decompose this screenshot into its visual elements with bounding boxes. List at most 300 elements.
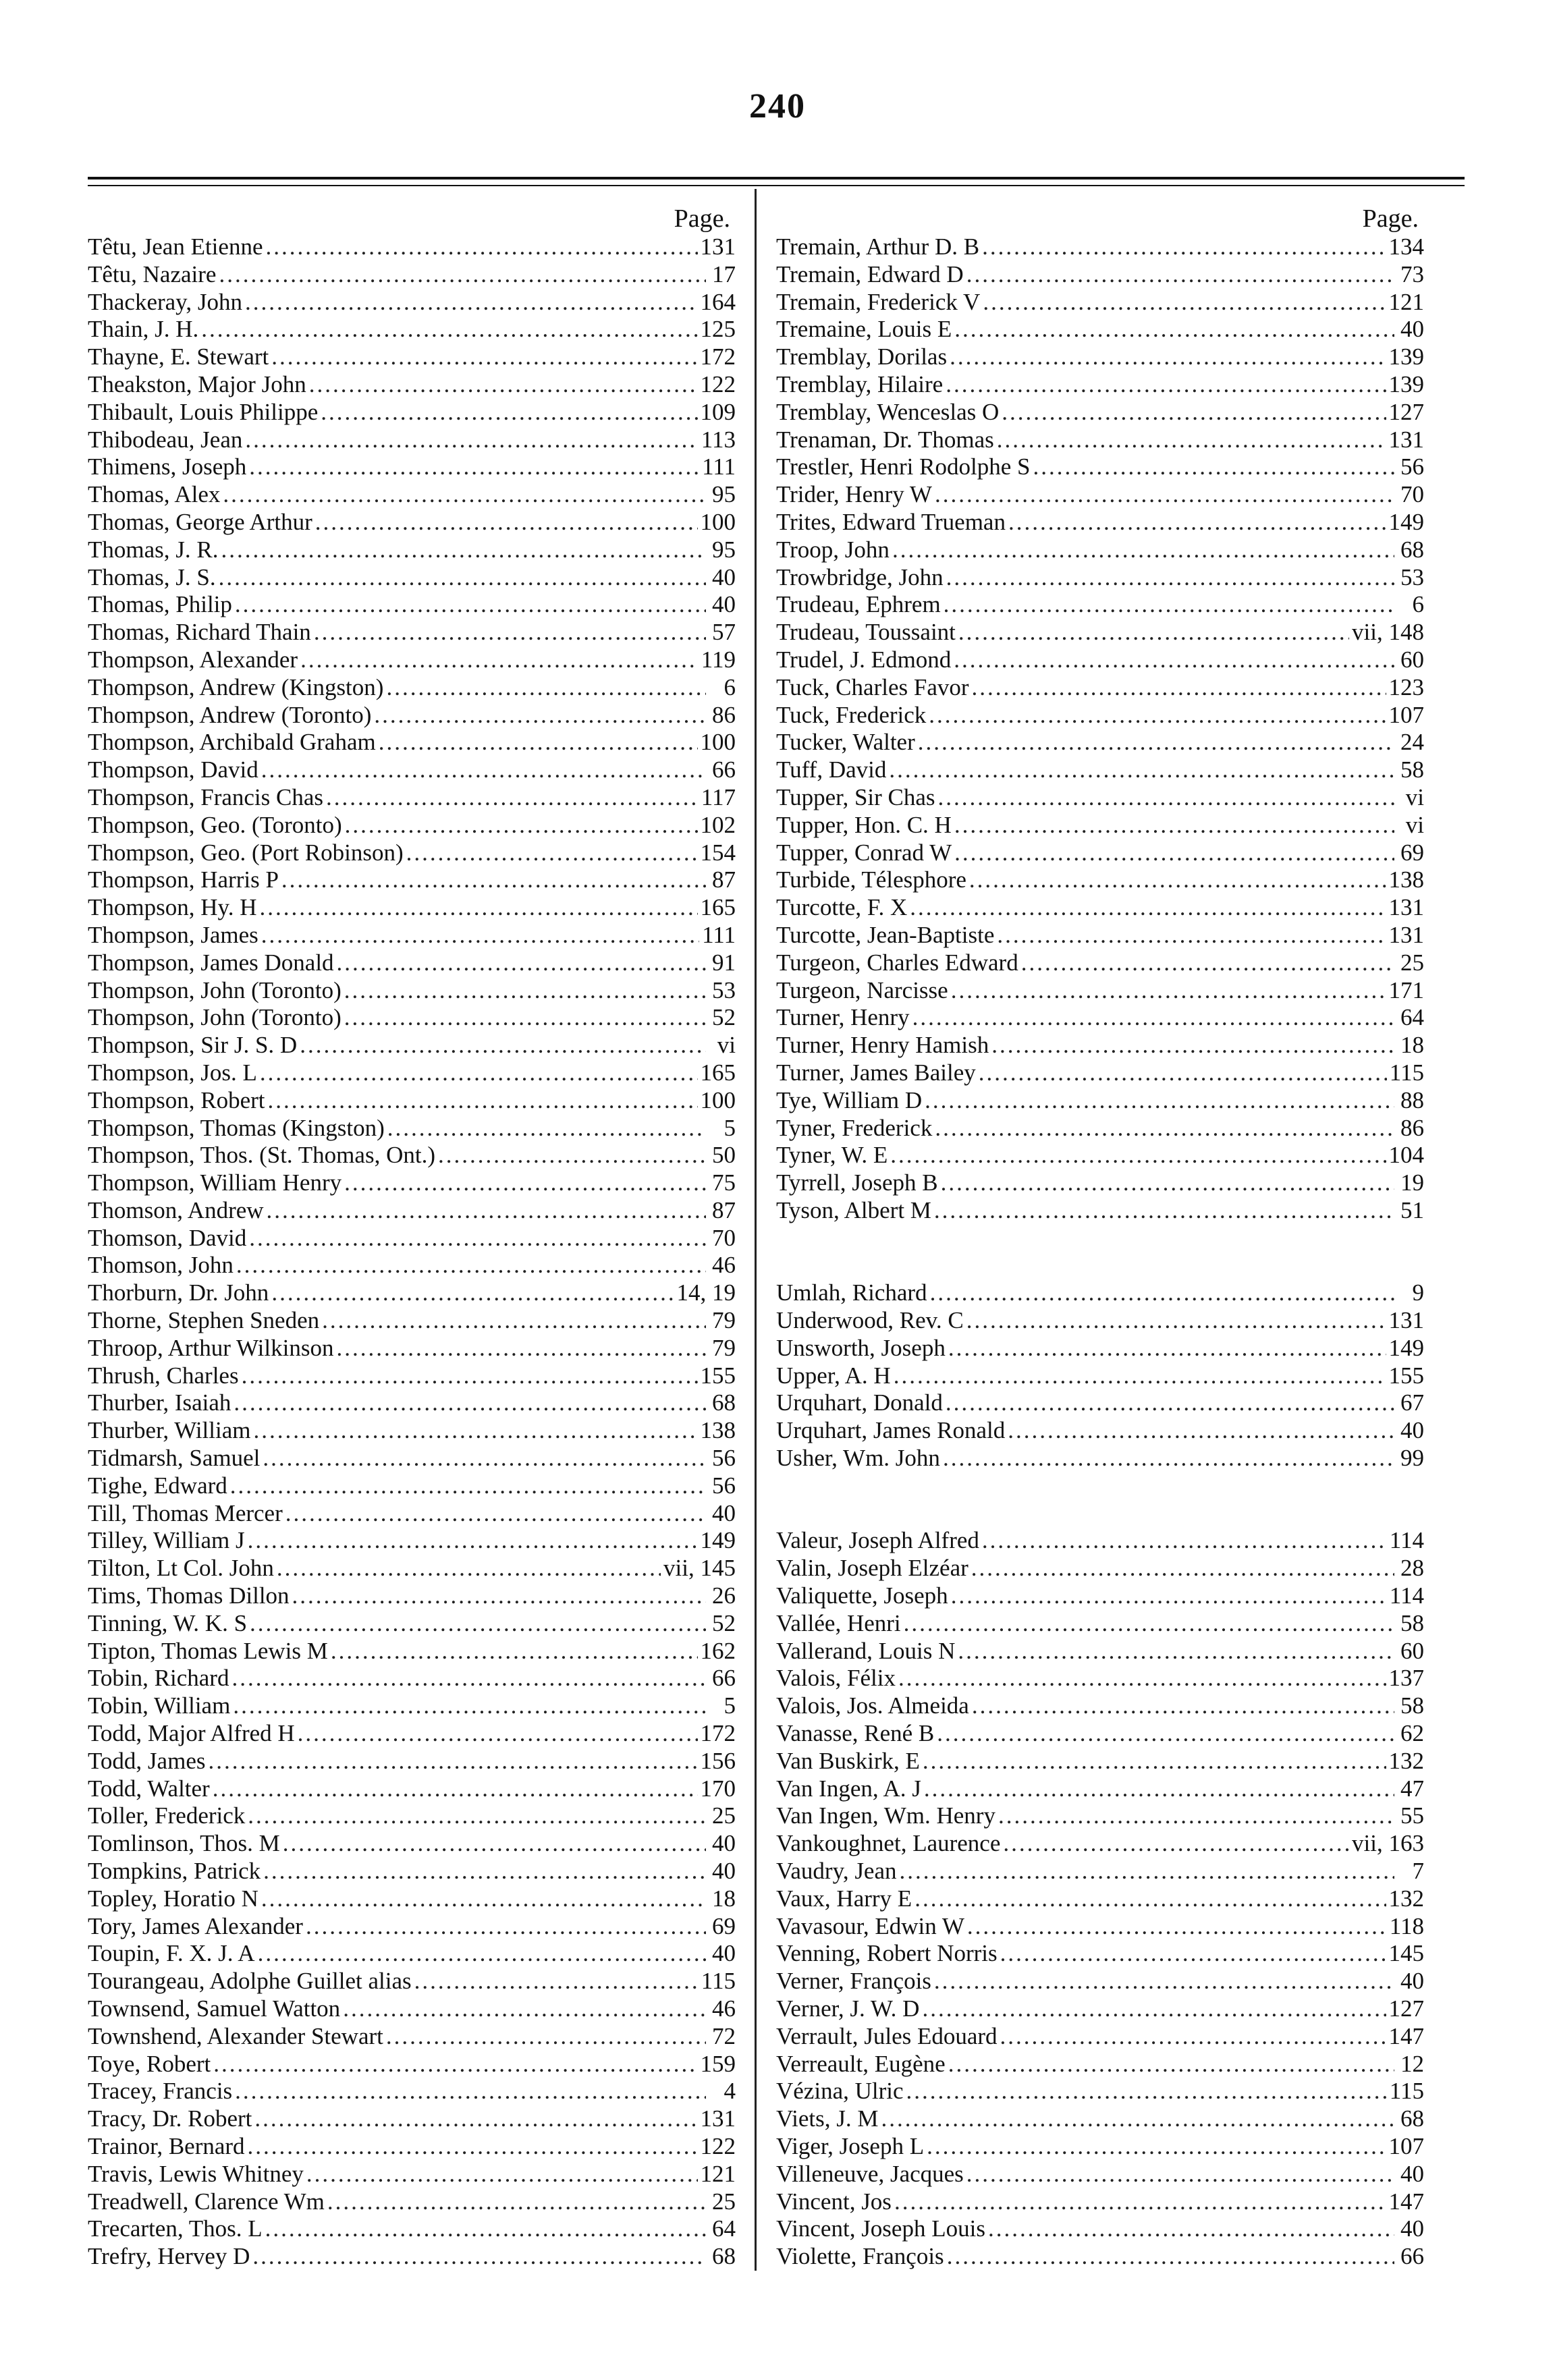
- entry-page: 40: [1400, 316, 1424, 343]
- index-entry: [776, 509, 1424, 536]
- entry-name: Thrush, Charles: [88, 1362, 239, 1389]
- index-entry: [776, 591, 1424, 619]
- entry-page: 64: [712, 2215, 736, 2242]
- index-entry: [776, 1802, 1424, 1830]
- index-entry: [776, 1417, 1424, 1445]
- leader-dots: [927, 2133, 1386, 2161]
- entry-name: Tinning, W. K. S: [88, 1609, 248, 1636]
- entry-name: Turcotte, F. X: [776, 894, 908, 921]
- leader-dots: [277, 1555, 661, 1582]
- index-entry: [88, 1059, 736, 1087]
- entry-page: 58: [1400, 1692, 1424, 1719]
- index-entry: [88, 1748, 736, 1775]
- index-entry: [776, 316, 1424, 343]
- entry-name: Tupper, Sir Chas: [776, 783, 935, 810]
- entry-name: Todd, James: [88, 1747, 206, 1774]
- index-entry: [776, 729, 1424, 756]
- leader-dots: [314, 619, 706, 646]
- entry-page: 24: [1400, 729, 1424, 756]
- leader-dots: [249, 453, 699, 481]
- index-entry: [88, 1225, 736, 1252]
- entry-name: Thain, J. H.: [88, 316, 199, 343]
- leader-dots: [958, 1638, 1394, 1665]
- leader-dots: [954, 839, 1394, 867]
- leader-dots: [898, 1665, 1386, 1692]
- leader-dots: [972, 674, 1386, 702]
- index-entry: [776, 1720, 1424, 1748]
- entry-name: Tims, Thomas Dillon: [88, 1582, 290, 1609]
- entry-name: Verrault, Jules Edouard: [776, 2022, 998, 2049]
- leader-dots: [958, 619, 1349, 646]
- entry-page: 122: [700, 2132, 736, 2159]
- leader-dots: [1008, 509, 1386, 536]
- entry-page: 114: [1389, 1582, 1424, 1609]
- entry-page: 69: [1400, 839, 1424, 866]
- index-entry: [88, 839, 736, 867]
- section-gap: [776, 1225, 1424, 1252]
- entry-name: Unsworth, Joseph: [776, 1334, 946, 1361]
- entry-name: Turbide, Télesphore: [776, 866, 966, 893]
- leader-dots: [944, 591, 1394, 619]
- entry-name: Viets, J. M: [776, 2105, 879, 2132]
- entry-page: 57: [712, 619, 736, 646]
- entry-page: vii, 145: [663, 1555, 736, 1582]
- entry-name: Tilton, Lt Col. John: [88, 1555, 274, 1582]
- entry-name: Tremblay, Hilaire: [776, 370, 944, 397]
- entry-page: 40: [1400, 2215, 1424, 2242]
- entry-name: Treadwell, Clarence Wm: [88, 2188, 325, 2215]
- entry-page: 91: [712, 949, 736, 976]
- entry-page: 132: [1388, 1885, 1424, 1912]
- entry-page: 52: [712, 1004, 736, 1031]
- leader-dots: [213, 2051, 697, 2078]
- leader-dots: [248, 2133, 698, 2161]
- leader-dots: [991, 1032, 1394, 1059]
- index-entry: [88, 233, 736, 261]
- entry-page: 67: [1400, 1389, 1424, 1416]
- leader-dots: [306, 1913, 706, 1941]
- entry-name: Usher, Wm. John: [776, 1445, 940, 1472]
- leader-dots: [923, 1748, 1386, 1775]
- entry-name: Thompson, James: [88, 921, 258, 948]
- index-entry: [88, 1197, 736, 1225]
- entry-page: 19: [1400, 1169, 1424, 1196]
- entry-name: Vincent, Joseph Louis: [776, 2215, 985, 2242]
- entry-name: Thomas, Philip: [88, 591, 232, 618]
- entry-name: Todd, Major Alfred H: [88, 1720, 295, 1747]
- index-entry: [88, 1417, 736, 1445]
- entry-name: Turner, Henry Hamish: [776, 1032, 989, 1059]
- entry-name: Upper, A. H: [776, 1362, 891, 1389]
- entry-name: Underwood, Rev. C: [776, 1307, 964, 1334]
- index-entry: [776, 1885, 1424, 1913]
- leader-dots: [929, 702, 1386, 729]
- index-entry: [88, 1307, 736, 1335]
- entry-name: Tremblay, Dorilas: [776, 343, 948, 370]
- leader-dots: [890, 1142, 1386, 1169]
- leader-dots: [379, 729, 698, 756]
- leader-dots: [954, 812, 1394, 839]
- index-entry: [776, 2051, 1424, 2078]
- entry-name: Van Ingen, Wm. Henry: [776, 1802, 995, 1829]
- entry-name: Verner, J. W. D: [776, 1995, 920, 2022]
- leader-dots: [922, 1995, 1386, 2023]
- entry-name: Turner, Henry: [776, 1004, 910, 1031]
- entry-page: 147: [1388, 2022, 1424, 2049]
- entry-page: 56: [712, 1472, 736, 1499]
- entry-page: 100: [700, 508, 736, 535]
- entry-page: 131: [1388, 921, 1424, 948]
- entry-page: 46: [712, 1252, 736, 1279]
- index-entry: [776, 261, 1424, 289]
- leader-dots: [327, 2188, 706, 2216]
- leader-dots: [904, 1610, 1394, 1638]
- entry-name: Thompson, John (Toronto): [88, 976, 342, 1003]
- entry-page: 131: [700, 233, 736, 260]
- leader-dots: [948, 1335, 1386, 1362]
- entry-page: 58: [1400, 1609, 1424, 1636]
- index-entry: [88, 729, 736, 756]
- index-entry: [776, 1527, 1424, 1555]
- entry-page: 131: [1388, 894, 1424, 921]
- leader-dots: [265, 2215, 706, 2243]
- entry-page: 145: [1388, 1940, 1424, 1967]
- entry-page: 17: [712, 260, 736, 287]
- index-entry: [88, 453, 736, 481]
- index-entry: [88, 289, 736, 316]
- leader-dots: [285, 1500, 706, 1528]
- leader-dots: [966, 261, 1394, 289]
- entry-page: 154: [700, 839, 736, 866]
- entry-page: 68: [712, 1389, 736, 1416]
- leader-dots: [343, 1995, 706, 2023]
- index-entry: [776, 866, 1424, 894]
- entry-name: Thomas, Richard Thain: [88, 619, 311, 646]
- index-entry: [776, 1940, 1424, 1968]
- index-entry: [776, 619, 1424, 646]
- entry-page: 68: [712, 2243, 736, 2270]
- index-entry: [776, 2105, 1424, 2133]
- leader-dots: [889, 756, 1394, 784]
- entry-page: 87: [712, 1196, 736, 1223]
- index-entries-left: [88, 233, 736, 2271]
- entry-name: Valois, Félix: [776, 1665, 896, 1692]
- entry-name: Verreault, Eugène: [776, 2050, 946, 2077]
- leader-dots: [948, 2051, 1394, 2078]
- index-entry: [88, 866, 736, 894]
- leader-dots: [1003, 1830, 1349, 1858]
- leader-dots: [943, 1445, 1394, 1472]
- index-entry: [88, 2078, 736, 2105]
- index-entry: [776, 1115, 1424, 1142]
- entry-page: 86: [1400, 1114, 1424, 1141]
- entry-page: 26: [712, 1582, 736, 1609]
- leader-dots: [387, 1115, 706, 1142]
- entry-name: Trudeau, Toussaint: [776, 619, 956, 646]
- entry-name: Tremain, Arthur D. B: [776, 233, 980, 260]
- entry-name: Tyrrell, Joseph B: [776, 1169, 938, 1196]
- entry-name: Thomson, John: [88, 1252, 234, 1279]
- entry-name: Thomas, J. R.: [88, 536, 219, 563]
- entry-page: 75: [712, 1169, 736, 1196]
- entry-name: Vankoughnet, Laurence: [776, 1830, 1001, 1857]
- leader-dots: [982, 233, 1386, 261]
- entry-page: 100: [700, 729, 736, 756]
- index-entry: [88, 1142, 736, 1169]
- leader-dots: [915, 1885, 1386, 1913]
- entry-name: Têtu, Nazaire: [88, 260, 217, 287]
- entry-page: 95: [712, 536, 736, 563]
- leader-dots: [233, 1692, 706, 1720]
- entry-page: 123: [1388, 673, 1424, 700]
- entry-name: Van Ingen, A. J: [776, 1775, 921, 1802]
- entry-page: 66: [1400, 2243, 1424, 2270]
- index-column-right: [776, 204, 1424, 2271]
- index-entry: [88, 2105, 736, 2133]
- entry-name: Thompson, Andrew (Kingston): [88, 673, 384, 700]
- leader-dots: [374, 702, 706, 729]
- index-entry: [776, 1913, 1424, 1941]
- index-entry: [776, 481, 1424, 509]
- index-entry: [88, 261, 736, 289]
- index-entry: [88, 591, 736, 619]
- entry-page: vi: [1405, 811, 1424, 838]
- entry-page: 131: [1388, 1307, 1424, 1334]
- entry-page: 88: [1400, 1086, 1424, 1113]
- entry-page: 51: [1400, 1196, 1424, 1223]
- index-column-left: [88, 204, 736, 2271]
- index-entry: [776, 1692, 1424, 1720]
- leader-dots: [261, 756, 706, 784]
- entry-page: 40: [1400, 2160, 1424, 2187]
- entry-name: Toller, Frederick: [88, 1802, 246, 1829]
- leader-dots: [271, 1279, 674, 1307]
- entry-name: Thompson, Robert: [88, 1086, 265, 1113]
- entry-name: Trowbridge, John: [776, 563, 944, 590]
- entry-name: Tobin, Richard: [88, 1665, 229, 1692]
- index-entry: [88, 1858, 736, 1885]
- leader-dots: [208, 1748, 697, 1775]
- entry-name: Tucker, Walter: [776, 729, 915, 756]
- entry-name: Thomas, George Arthur: [88, 508, 312, 535]
- index-entry: [776, 1335, 1424, 1362]
- leader-dots: [326, 784, 699, 812]
- entry-name: Trudeau, Ephrem: [776, 591, 941, 618]
- leader-dots: [938, 784, 1394, 812]
- entry-page: 66: [712, 1665, 736, 1692]
- entry-page: 40: [1400, 1968, 1424, 1995]
- entry-page: 95: [712, 481, 736, 508]
- entry-name: Vallée, Henri: [776, 1609, 901, 1636]
- entry-name: Urquhart, James Ronald: [776, 1417, 1006, 1444]
- leader-dots: [934, 1197, 1394, 1225]
- index-entry: [88, 1472, 736, 1500]
- index-entry: [776, 1968, 1424, 1995]
- entry-name: Trainor, Bernard: [88, 2132, 245, 2159]
- entry-name: Thompson, Alexander: [88, 646, 298, 673]
- entry-name: Thompson, David: [88, 756, 258, 783]
- index-entry: [88, 2161, 736, 2188]
- entry-page: 139: [1388, 370, 1424, 397]
- leader-dots: [935, 1115, 1394, 1142]
- entry-page: 115: [1389, 2078, 1424, 2105]
- index-entry: [88, 426, 736, 454]
- entry-page: 50: [712, 1142, 736, 1169]
- leader-dots: [998, 1802, 1394, 1830]
- leader-dots: [1002, 399, 1386, 426]
- leader-dots: [245, 426, 698, 454]
- leader-dots: [234, 1389, 706, 1417]
- entry-name: Thomas, J. S.: [88, 563, 216, 590]
- entry-page: 14, 19: [676, 1279, 736, 1306]
- leader-dots: [248, 1527, 698, 1555]
- leader-dots: [925, 1087, 1394, 1115]
- entry-page: 70: [712, 1224, 736, 1251]
- entry-name: Theakston, Major John: [88, 370, 306, 397]
- leader-dots: [406, 839, 698, 867]
- entry-page: 40: [712, 1499, 736, 1526]
- entry-name: Valiquette, Joseph: [776, 1582, 948, 1609]
- leader-dots: [972, 1692, 1394, 1720]
- index-entry: [776, 1197, 1424, 1225]
- leader-dots: [230, 1472, 706, 1500]
- entry-name: Thomas, Alex: [88, 481, 221, 508]
- leader-dots: [894, 2188, 1386, 2216]
- entry-page: 138: [700, 1417, 736, 1444]
- entry-page: 107: [1388, 2132, 1424, 2159]
- leader-dots: [946, 371, 1386, 399]
- leader-dots: [249, 1225, 706, 1252]
- index-entry: [776, 1775, 1424, 1803]
- entry-name: Vanasse, René B: [776, 1720, 935, 1747]
- entry-page: 9: [1412, 1279, 1424, 1306]
- leader-dots: [281, 866, 706, 894]
- entry-name: Thompson, Thomas (Kingston): [88, 1114, 385, 1141]
- header-rule: [88, 177, 1465, 179]
- entry-page: 127: [1388, 398, 1424, 425]
- leader-dots: [966, 1307, 1386, 1335]
- index-entry: [88, 1692, 736, 1720]
- entry-name: Thompson, Hy. H: [88, 894, 257, 921]
- entry-name: Tyner, Frederick: [776, 1114, 933, 1141]
- index-entry: [88, 1087, 736, 1115]
- index-entry: [776, 1032, 1424, 1059]
- leader-dots: [254, 2105, 697, 2133]
- leader-dots: [946, 1389, 1394, 1417]
- index-entry: [776, 1748, 1424, 1775]
- section-gap: [776, 1252, 1424, 1279]
- leader-dots: [924, 1775, 1394, 1803]
- leader-dots: [331, 1638, 698, 1665]
- leader-dots: [235, 2078, 706, 2105]
- leader-dots: [260, 1059, 698, 1087]
- section-gap: [776, 1500, 1424, 1528]
- leader-dots: [930, 1279, 1394, 1307]
- index-entry: [776, 233, 1424, 261]
- leader-dots: [414, 1968, 699, 1995]
- leader-dots: [248, 1802, 706, 1830]
- entry-name: Villeneuve, Jacques: [776, 2160, 964, 2187]
- leader-dots: [906, 2078, 1387, 2105]
- entry-page: 118: [1389, 1912, 1424, 1939]
- entry-name: Tuck, Charles Favor: [776, 673, 969, 700]
- entry-name: Thompson, Sir J. S. D: [88, 1032, 298, 1059]
- entry-page: 155: [700, 1362, 736, 1389]
- entry-page: 79: [712, 1307, 736, 1334]
- entry-page: 155: [1388, 1362, 1424, 1389]
- entry-name: Thompson, Harris P: [88, 866, 279, 893]
- entry-name: Till, Thomas Mercer: [88, 1499, 283, 1526]
- entry-name: Venning, Robert Norris: [776, 1940, 998, 1967]
- entry-name: Vaudry, Jean: [776, 1858, 897, 1885]
- entry-page: 104: [1388, 1142, 1424, 1169]
- index-entry: [776, 2161, 1424, 2188]
- index-entry: [88, 1555, 736, 1582]
- entry-name: Topley, Horatio N: [88, 1885, 258, 1912]
- leader-dots: [261, 922, 699, 949]
- index-entry: [776, 1582, 1424, 1610]
- leader-dots: [941, 1169, 1394, 1197]
- entry-page: 119: [701, 646, 736, 673]
- entry-page: vi: [717, 1032, 736, 1059]
- leader-dots: [1000, 1940, 1386, 1968]
- leader-dots: [971, 1555, 1394, 1582]
- leader-dots: [337, 949, 706, 977]
- entry-page: 164: [700, 288, 736, 315]
- index-entry: [776, 1169, 1424, 1197]
- entry-name: Tipton, Thomas Lewis M: [88, 1637, 328, 1664]
- leader-dots: [258, 1940, 706, 1968]
- index-entry: [88, 1445, 736, 1472]
- entry-name: Valeur, Joseph Alfred: [776, 1527, 979, 1554]
- entry-name: Turgeon, Narcisse: [776, 976, 948, 1003]
- index-entry: [776, 1389, 1424, 1417]
- index-entry: [776, 1087, 1424, 1115]
- entry-name: Thompson, Geo. (Toronto): [88, 811, 342, 838]
- index-entry: [88, 1610, 736, 1638]
- index-entry: [88, 1638, 736, 1665]
- leader-dots: [260, 894, 698, 922]
- entry-page: 125: [700, 316, 736, 343]
- entry-page: 7: [1412, 1858, 1424, 1885]
- index-entry: [776, 426, 1424, 454]
- index-entry: [88, 1802, 736, 1830]
- leader-dots: [386, 674, 706, 702]
- entry-name: Umlah, Richard: [776, 1279, 927, 1306]
- index-entry: [88, 343, 736, 371]
- entry-name: Trites, Edward Trueman: [776, 508, 1006, 535]
- index-entry: [776, 1995, 1424, 2023]
- leader-dots: [292, 1582, 706, 1610]
- entry-page: 159: [700, 2050, 736, 2077]
- entry-name: Thompson, James Donald: [88, 949, 334, 976]
- index-entry: [776, 1445, 1424, 1472]
- leader-dots: [951, 977, 1386, 1005]
- index-entry: [88, 812, 736, 839]
- index-entry: [88, 2051, 736, 2078]
- index-entry: [88, 1665, 736, 1692]
- entry-page: 40: [712, 1858, 736, 1885]
- leader-dots: [912, 1004, 1394, 1032]
- leader-dots: [988, 2215, 1394, 2243]
- leader-dots: [1033, 453, 1394, 481]
- entry-page: vii, 148: [1352, 619, 1424, 646]
- entry-page: 122: [700, 370, 736, 397]
- leader-dots: [946, 564, 1394, 592]
- entry-name: Toye, Robert: [88, 2050, 211, 2077]
- index-entry: [776, 922, 1424, 949]
- leader-dots: [263, 1445, 706, 1472]
